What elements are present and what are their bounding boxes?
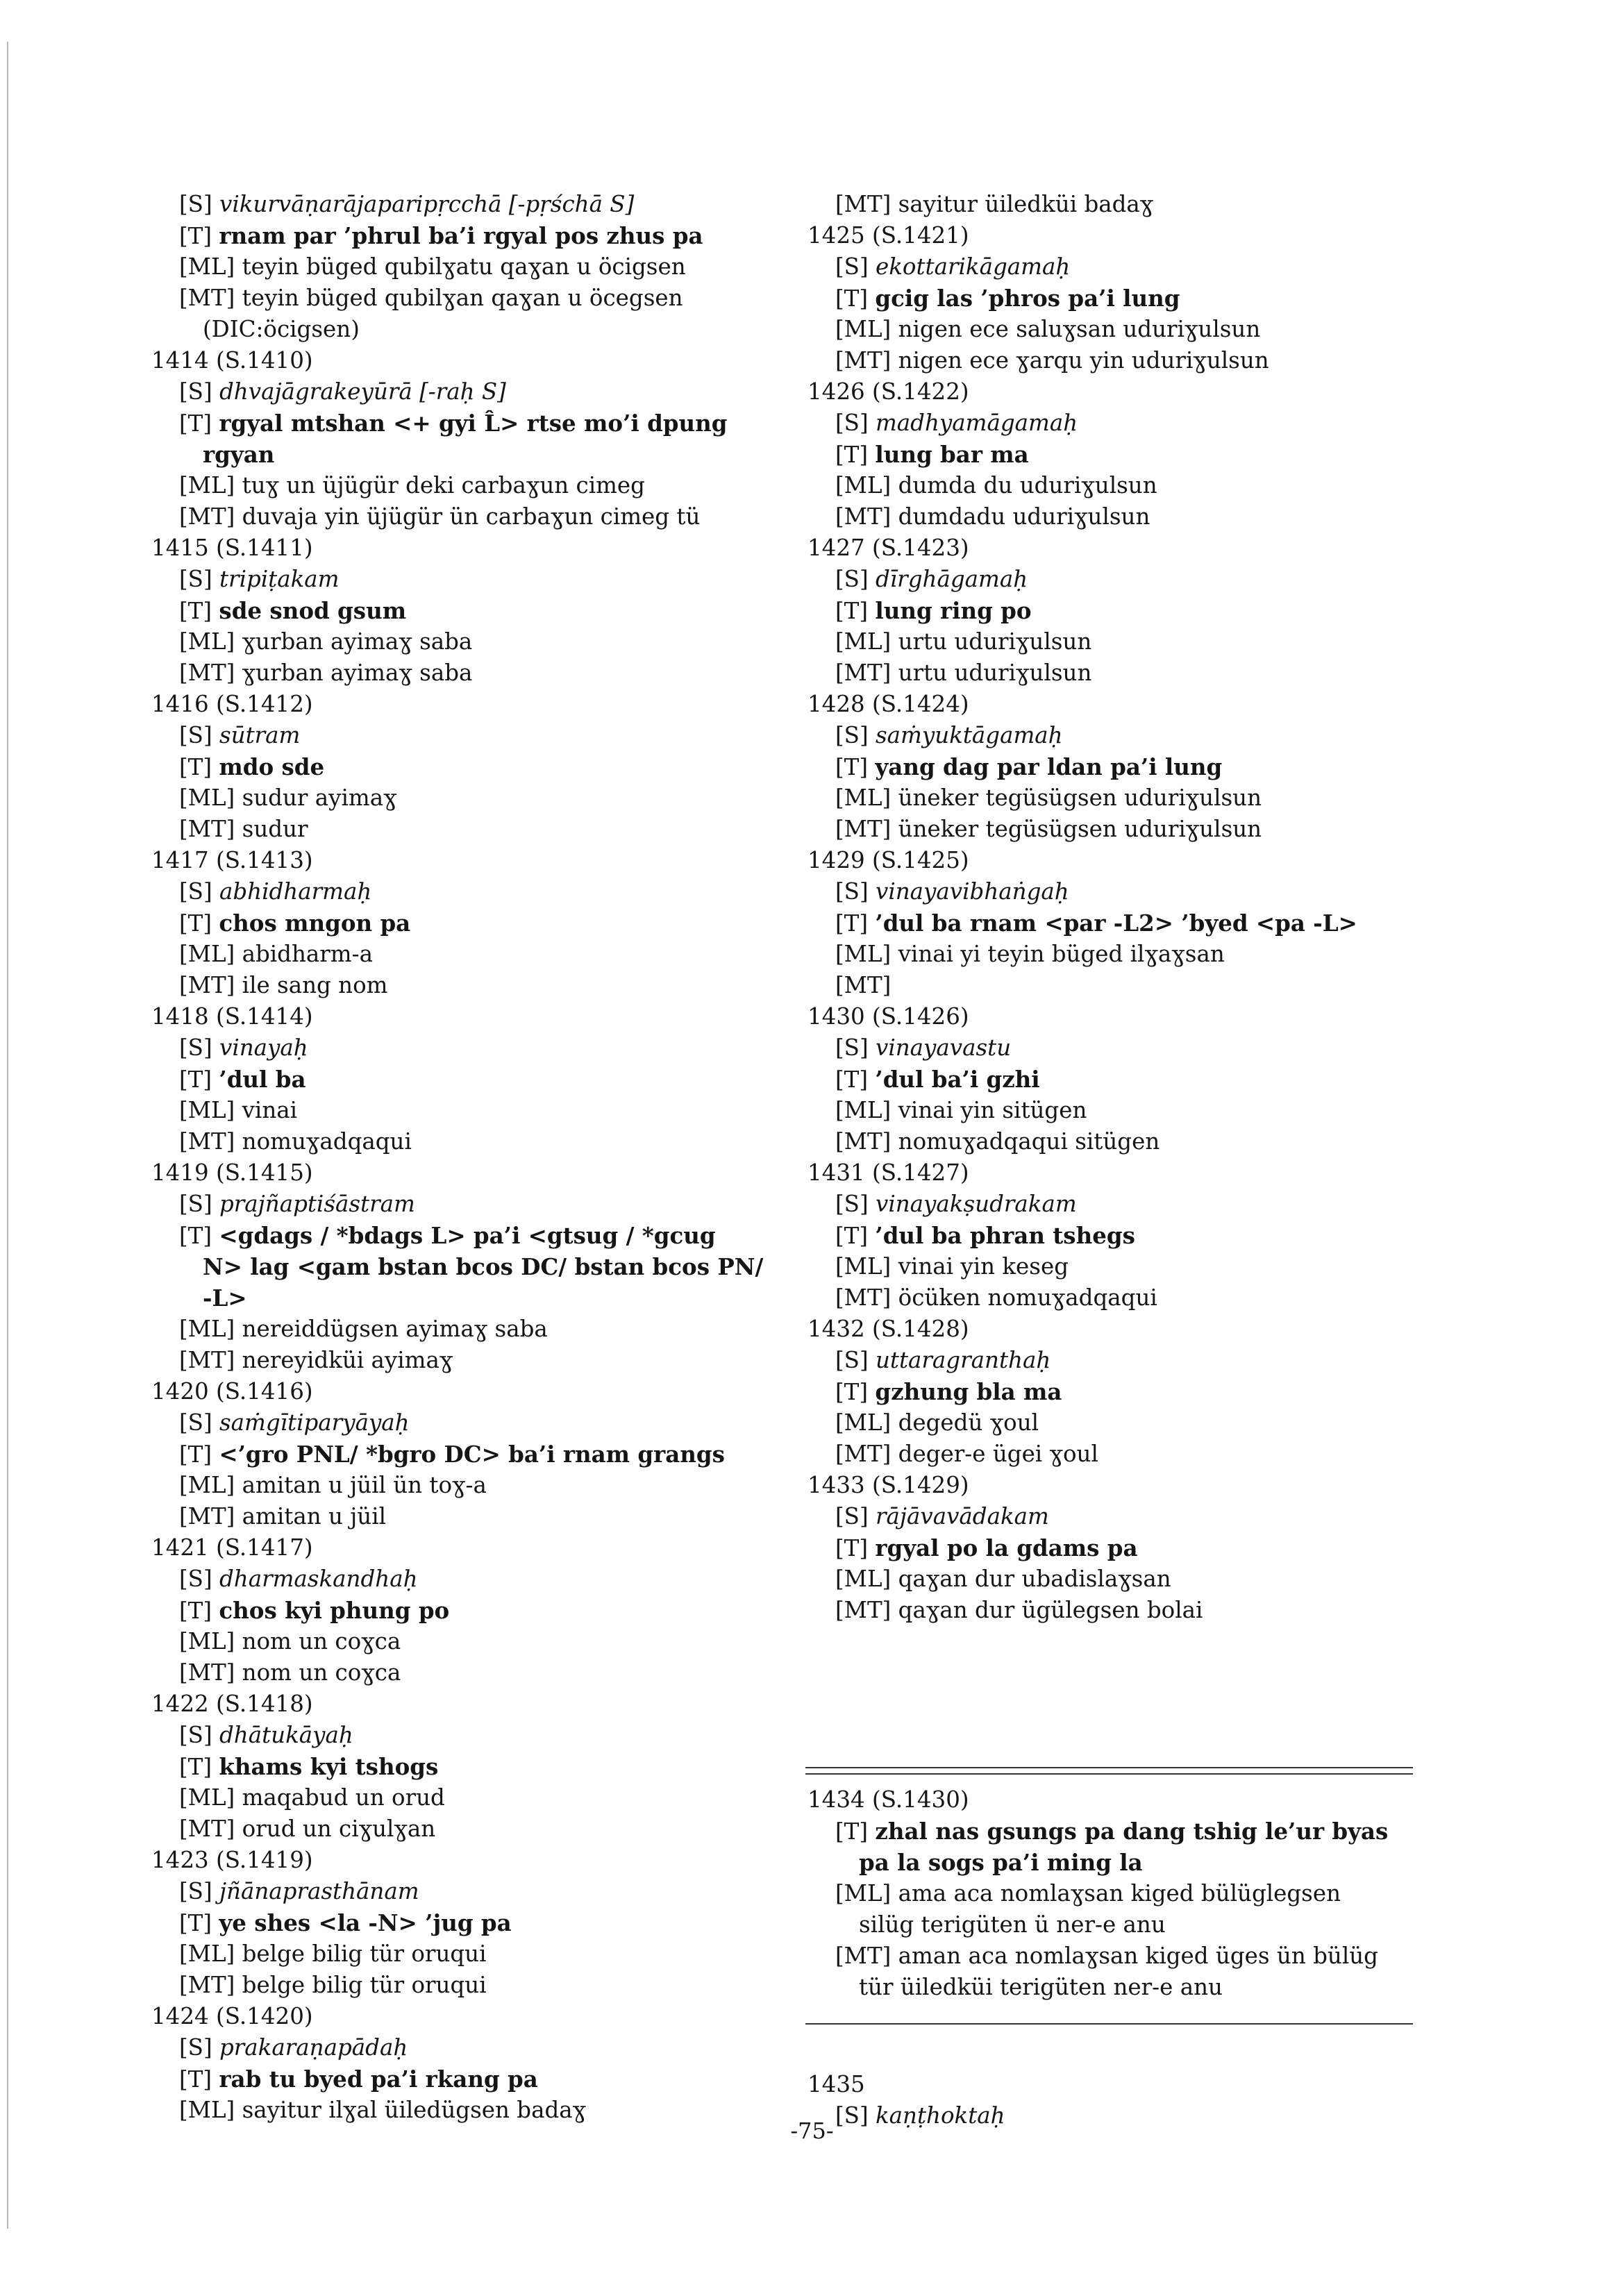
field-tag: [ML] <box>179 1316 235 1342</box>
field-value: saṁgītiparyāyaḥ <box>219 1409 410 1436</box>
entry-number: 1421 (S.1417) <box>151 1534 313 1561</box>
entry-field <box>146 657 771 689</box>
field-tag: [T] <box>835 598 869 624</box>
entry-field <box>802 1816 1441 1847</box>
field-value: rājāvavādakam <box>875 1503 1049 1530</box>
entry-number: 1419 (S.1415) <box>151 1159 313 1186</box>
entry-field <box>802 814 1427 845</box>
field-value: abhidharmaḥ <box>219 878 372 905</box>
field-tag: [ML] <box>179 1941 235 1967</box>
entry-number: 1422 (S.1418) <box>151 1691 313 1717</box>
field-value: vinayaḥ <box>219 1034 308 1061</box>
field-value: <gdags / *bdags L> pa’i <gtsug / *gcug <box>219 1222 716 1249</box>
entry-field <box>146 1345 771 1376</box>
field-tag: [T] <box>179 598 212 624</box>
entry-field <box>146 1189 771 1220</box>
entry-field <box>146 1439 771 1470</box>
field-tag: [S] <box>179 1722 212 1748</box>
entry-continuation: N> lag <gam bstan bcos DC/ bstan bcos PN/ <box>203 1253 764 1280</box>
entry-number: 1432 (S.1428) <box>807 1316 969 1342</box>
field-tag: [T] <box>179 1223 212 1249</box>
field-value: ama aca nomlaɣsan kiged bülüglegsen <box>898 1880 1341 1907</box>
field-value: vinai yi teyin büged ilɣaɣsan <box>898 941 1225 967</box>
entry-number: 1435 <box>807 2071 865 2097</box>
entry-field <box>146 1938 771 1970</box>
entry-field <box>802 1126 1427 1157</box>
field-value: prakaraṇapādaḥ <box>219 2034 408 2061</box>
entry-field <box>802 595 1427 626</box>
field-value: chos mngon pa <box>219 910 411 937</box>
entry-field <box>802 501 1427 533</box>
entry-field <box>146 220 771 251</box>
entry-field <box>146 470 771 501</box>
field-value: vinayakṣudrakam <box>875 1191 1077 1217</box>
field-value: lung bar ma <box>875 441 1029 468</box>
field-tag: [T] <box>179 910 212 937</box>
double-rule-divider <box>805 1767 1413 1775</box>
field-tag: [ML] <box>179 1628 235 1654</box>
entry-field <box>802 189 1427 220</box>
field-tag: [S] <box>179 722 212 748</box>
entry-number: 1414 (S.1410) <box>151 347 313 374</box>
entry-field <box>802 751 1427 782</box>
field-tag: [T] <box>835 1535 869 1561</box>
field-value: dumdadu uduriɣulsun <box>898 503 1150 530</box>
field-tag: [S] <box>835 1034 869 1061</box>
field-tag: [MT] <box>835 660 891 686</box>
entry-field <box>802 1407 1427 1439</box>
entry-field <box>146 1657 771 1689</box>
field-value: qaɣan dur ügülegsen bolai <box>898 1597 1203 1623</box>
field-value: dīrghāgamaḥ <box>875 566 1028 592</box>
entry-number: 1433 (S.1429) <box>807 1472 969 1498</box>
field-value: tuɣ un üjügür deki carbaɣun cimeg <box>242 472 645 498</box>
entry-field <box>146 1970 771 2001</box>
entry-field <box>802 251 1427 283</box>
entry-field <box>802 314 1427 345</box>
entry-field <box>146 1751 771 1782</box>
field-value: rgyal po la gdams pa <box>875 1534 1138 1561</box>
entry-field <box>146 408 771 439</box>
field-tag: [S] <box>835 878 869 905</box>
entry-field <box>802 1251 1427 1282</box>
entry-field <box>802 970 1427 1001</box>
field-value: jñānaprasthānam <box>219 1878 419 1904</box>
field-value: madhyamāgamaḥ <box>875 410 1078 436</box>
field-value: gcig las ’phros pa’i lung <box>875 285 1180 312</box>
field-tag: [MT] <box>835 191 891 217</box>
field-value: tripiṭakam <box>219 566 340 592</box>
entry-field <box>146 907 771 939</box>
field-value: teyin büged qubilɣatu qaɣan u öcigsen <box>242 253 686 280</box>
field-tag: [MT] <box>179 660 235 686</box>
entry-field <box>146 626 771 657</box>
field-tag: [S] <box>179 1409 212 1436</box>
left-column <box>146 189 771 2126</box>
field-tag: [ML] <box>179 1784 235 1811</box>
entry-field <box>146 2032 771 2063</box>
entry-field <box>146 1220 771 1251</box>
entry-field <box>802 1376 1427 1407</box>
entry-continuation: pa la sogs pa’i ming la <box>859 1849 1143 1876</box>
field-tag: [MT] <box>835 1597 891 1623</box>
field-value: maqabud un orud <box>242 1784 445 1811</box>
field-value: nereiddügsen ayimaɣ saba <box>242 1316 548 1342</box>
field-value: belge bilig tür oruqui <box>242 1972 487 1998</box>
field-value: ’dul ba’i gzhi <box>875 1066 1040 1093</box>
entry-field <box>146 1095 771 1126</box>
entry-field <box>146 782 771 814</box>
entry-number: 1427 (S.1423) <box>807 535 969 561</box>
field-tag: [MT] <box>179 1659 235 1686</box>
field-tag: [S] <box>835 722 869 748</box>
entry-field <box>802 720 1427 751</box>
field-tag: [T] <box>835 1379 869 1405</box>
field-tag: [T] <box>179 223 212 249</box>
field-value: ɣurban ayimaɣ saba <box>242 660 473 686</box>
field-tag: [MT] <box>179 816 235 842</box>
field-tag: [ML] <box>835 1097 891 1123</box>
field-value: ile sang nom <box>242 972 388 998</box>
field-tag: [T] <box>835 1066 869 1093</box>
field-tag: [MT] <box>179 1128 235 1155</box>
entry-field <box>146 376 771 408</box>
entry-field <box>146 2063 771 2095</box>
field-tag: [T] <box>179 1910 212 1936</box>
field-value: urtu uduriɣulsun <box>898 628 1092 655</box>
field-tag: [ML] <box>179 1472 235 1498</box>
entry-field <box>146 1595 771 1626</box>
field-value: sudur <box>242 816 308 842</box>
entry-number: 1431 (S.1427) <box>807 1159 969 1186</box>
entry-number: 1428 (S.1424) <box>807 691 969 717</box>
field-value: amitan u jüil ün toɣ-a <box>242 1472 487 1498</box>
entry-field <box>146 970 771 1001</box>
entry-field <box>146 814 771 845</box>
field-value: amitan u jüil <box>242 1503 387 1530</box>
field-value: nom un coɣca <box>242 1628 401 1654</box>
entry-field <box>146 1876 771 1907</box>
field-value: ’dul ba phran tshegs <box>875 1222 1135 1249</box>
field-tag: [S] <box>179 1034 212 1061</box>
field-tag: [MT] <box>179 1972 235 1998</box>
field-value: sayitur ilɣal üiledügsen badaɣ <box>242 2097 587 2123</box>
entry-field <box>146 189 771 220</box>
entry-field <box>802 1941 1441 1972</box>
field-tag: [ML] <box>179 472 235 498</box>
field-tag: [MT] <box>179 1347 235 1373</box>
entry-field <box>146 1032 771 1064</box>
entry-field <box>802 345 1427 376</box>
field-tag: [S] <box>179 566 212 592</box>
field-tag: [ML] <box>179 628 235 655</box>
field-value: ekottarikāgamaḥ <box>875 253 1071 280</box>
field-value: dhātukāyaḥ <box>219 1722 353 1748</box>
field-value: rgyal mtshan <+ gyi L̂> rtse mo’i dpung <box>219 410 728 437</box>
entry-number: 1429 (S.1425) <box>807 847 969 873</box>
entry-field <box>802 1032 1427 1064</box>
field-tag: [ML] <box>835 1253 891 1280</box>
entry-field <box>146 1564 771 1595</box>
entry-field <box>802 1532 1427 1564</box>
field-value: üneker tegüsügsen uduriɣulsun <box>898 785 1262 811</box>
field-tag: [T] <box>835 285 869 312</box>
field-value: nigen ece saluɣsan uduriɣulsun <box>898 316 1261 342</box>
entry-field <box>802 1595 1427 1626</box>
field-value: saṁyuktāgamaḥ <box>875 722 1063 748</box>
field-tag: [ML] <box>835 1409 891 1436</box>
entry-number: 1434 (S.1430) <box>807 1786 969 1813</box>
field-tag: [MT] <box>179 1816 235 1842</box>
entry-1434 <box>802 1784 1441 2003</box>
field-tag: [MT] <box>835 972 891 998</box>
field-value: rnam par ’phrul ba’i rgyal pos zhus pa <box>219 222 703 249</box>
field-value: vinayavastu <box>875 1034 1012 1061</box>
entry-field <box>802 1501 1427 1532</box>
field-value: qaɣan dur ubadislaɣsan <box>898 1566 1171 1592</box>
entry-field <box>802 470 1427 501</box>
field-tag: [MT] <box>179 503 235 530</box>
field-tag: [MT] <box>179 972 235 998</box>
field-tag: [ML] <box>179 2097 235 2123</box>
entry-field <box>146 251 771 283</box>
field-tag: [T] <box>179 1754 212 1780</box>
entry-field <box>802 907 1427 939</box>
field-tag: [ML] <box>179 941 235 967</box>
field-tag: [MT] <box>835 347 891 374</box>
field-tag: [MT] <box>835 503 891 530</box>
field-tag: [ML] <box>835 941 891 967</box>
entry-field <box>802 657 1427 689</box>
field-tag: [MT] <box>835 1128 891 1155</box>
right-column <box>802 189 1427 1626</box>
field-tag: [MT] <box>835 1284 891 1311</box>
field-value: abidharm-a <box>242 941 373 967</box>
field-value: <’gro PNL/ *bgro DC> ba’i rnam grangs <box>219 1441 725 1468</box>
entry-field <box>146 1782 771 1813</box>
entry-field <box>146 1126 771 1157</box>
entry-number: 1424 (S.1420) <box>151 2003 313 2029</box>
entry-field <box>146 1314 771 1345</box>
field-tag: [MT] <box>179 1503 235 1530</box>
field-value: degedü ɣoul <box>898 1409 1039 1436</box>
entry-continuation: tür üiledküi terigüten ner-e anu <box>859 1974 1223 2000</box>
field-value: nigen ece ɣarqu yin uduriɣulsun <box>898 347 1269 374</box>
field-value: nereyidküi ayimaɣ <box>242 1347 453 1373</box>
field-value: dumda du uduriɣulsun <box>898 472 1157 498</box>
field-tag: [ML] <box>179 1097 235 1123</box>
field-value: lung ring po <box>875 597 1032 624</box>
entry-field <box>802 564 1427 595</box>
field-tag: [T] <box>179 410 212 437</box>
field-tag: [T] <box>835 754 869 780</box>
field-tag: [ML] <box>835 472 891 498</box>
field-value: orud un ciɣulɣan <box>242 1816 436 1842</box>
entry-number: 1417 (S.1413) <box>151 847 313 873</box>
entry-field <box>802 939 1427 970</box>
field-value: deger-e ügei ɣoul <box>898 1441 1098 1467</box>
field-tag: [T] <box>835 442 869 468</box>
field-value: vikurvāṇarājaparipṛcchā [-pṛśchā S] <box>219 191 635 217</box>
entry-continuation: rgyan <box>203 441 275 468</box>
entry-continuation: -L> <box>203 1284 247 1312</box>
entry-field <box>802 1878 1441 1909</box>
field-tag: [T] <box>835 1818 869 1845</box>
field-value: uttaragranthaḥ <box>875 1347 1051 1373</box>
field-value: öcüken nomuɣadqaqui <box>898 1284 1157 1311</box>
entry-number: 1426 (S.1422) <box>807 378 969 405</box>
field-value: ’dul ba rnam <par -L2> ’byed <pa -L> <box>875 910 1357 937</box>
field-value: rab tu byed pa’i rkang pa <box>219 2065 538 2093</box>
entry-field <box>802 876 1427 907</box>
field-tag: [ML] <box>835 1566 891 1592</box>
field-value: ’dul ba <box>219 1066 306 1093</box>
entry-field <box>802 1439 1427 1470</box>
entry-field <box>146 1470 771 1501</box>
entry-field <box>802 1064 1427 1095</box>
entry-field <box>802 439 1427 470</box>
entry-field <box>146 1501 771 1532</box>
entry-field <box>802 626 1427 657</box>
field-tag: [S] <box>835 2102 869 2129</box>
field-value: nomuɣadqaqui sitügen <box>898 1128 1160 1155</box>
field-value: üneker tegüsügsen uduriɣulsun <box>898 816 1262 842</box>
field-value: vinayavibhaṅgaḥ <box>875 878 1069 905</box>
field-tag: [S] <box>835 253 869 280</box>
entry-continuation: (DIC:öcigsen) <box>203 316 360 342</box>
field-value: vinai <box>242 1097 298 1123</box>
field-value: vinai yin keseg <box>898 1253 1069 1280</box>
field-value: sde snod gsum <box>219 597 407 624</box>
entry-field <box>802 1095 1427 1126</box>
entry-number: 1423 (S.1419) <box>151 1847 313 1873</box>
field-tag: [S] <box>179 378 212 405</box>
entry-field <box>146 595 771 626</box>
scan-edge <box>7 42 8 2229</box>
field-value: chos kyi phung po <box>219 1597 450 1624</box>
entry-field <box>146 1907 771 1938</box>
field-value: aman aca nomlaɣsan kiged üges ün bülüg <box>898 1943 1378 1969</box>
entry-field <box>146 283 771 314</box>
field-tag: [MT] <box>179 285 235 311</box>
field-tag: [S] <box>179 1566 212 1592</box>
field-tag: [S] <box>835 1503 869 1530</box>
field-tag: [T] <box>179 1441 212 1468</box>
field-value: mdo sde <box>219 753 325 780</box>
field-tag: [S] <box>179 2034 212 2061</box>
field-tag: [MT] <box>835 1441 891 1467</box>
field-value: prajñaptiśāstram <box>219 1191 415 1217</box>
field-value: urtu uduriɣulsun <box>898 660 1092 686</box>
field-value: sūtram <box>219 722 301 748</box>
field-value: sudur ayimaɣ <box>242 785 397 811</box>
field-tag: [S] <box>835 1347 869 1373</box>
field-value: belge bilig tür oruqui <box>242 1941 487 1967</box>
field-value: ye shes <la -N> ’jug pa <box>219 1909 512 1936</box>
field-value: vinai yin sitügen <box>898 1097 1087 1123</box>
entry-field <box>146 1064 771 1095</box>
entry-number: 1418 (S.1414) <box>151 1003 313 1030</box>
entry-number: 1416 (S.1412) <box>151 691 313 717</box>
field-tag: [S] <box>179 191 212 217</box>
entry-field <box>802 782 1427 814</box>
entry-field <box>146 1626 771 1657</box>
field-value: sayitur üiledküi badaɣ <box>898 191 1154 217</box>
field-tag: [S] <box>835 566 869 592</box>
field-tag: [T] <box>179 1066 212 1093</box>
page-number: -75- <box>790 2118 834 2144</box>
entry-field <box>802 1189 1427 1220</box>
entry-field <box>802 1564 1427 1595</box>
entry-field <box>146 1407 771 1439</box>
field-tag: [ML] <box>835 785 891 811</box>
entry-field <box>146 501 771 533</box>
field-tag: [ML] <box>179 785 235 811</box>
field-tag: [S] <box>835 1191 869 1217</box>
field-value: nomuɣadqaqui <box>242 1128 412 1155</box>
entry-number: 1430 (S.1426) <box>807 1003 969 1030</box>
field-value: teyin büged qubilɣan qaɣan u öcegsen <box>242 285 683 311</box>
field-tag: [T] <box>179 2066 212 2093</box>
field-value: dharmaskandhaḥ <box>219 1566 418 1592</box>
entry-number: 1420 (S.1416) <box>151 1378 313 1405</box>
entry-field <box>146 939 771 970</box>
field-value: duvaja yin üjügür ün carbaɣun cimeg tü <box>242 503 701 530</box>
field-value: khams kyi tshogs <box>219 1753 439 1780</box>
entry-number: 1415 (S.1411) <box>151 535 313 561</box>
field-value: ɣurban ayimaɣ saba <box>242 628 473 655</box>
field-value: nom un coɣca <box>242 1659 401 1686</box>
entry-number: 1425 (S.1421) <box>807 222 969 249</box>
entry-field <box>146 876 771 907</box>
entry-field <box>146 564 771 595</box>
field-value: zhal nas gsungs pa dang tshig le’ur byas <box>875 1818 1389 1845</box>
field-tag: [T] <box>835 910 869 937</box>
field-value: kaṇṭhoktaḥ <box>875 2102 1005 2129</box>
field-value: yang dag par ldan pa’i lung <box>875 753 1223 780</box>
field-tag: [MT] <box>835 1943 891 1969</box>
field-tag: [ML] <box>179 253 235 280</box>
field-tag: [ML] <box>835 1880 891 1907</box>
field-tag: [S] <box>179 1878 212 1904</box>
rule-divider <box>805 2023 1413 2025</box>
entry-field <box>802 1282 1427 1314</box>
field-value: dhvajāgrakeyūrā [-raḥ S] <box>219 378 506 405</box>
field-value: gzhung bla ma <box>875 1378 1062 1405</box>
entry-continuation: silüg terigüten ü ner-e anu <box>859 1911 1166 1938</box>
field-tag: [T] <box>835 1223 869 1249</box>
entry-field <box>802 408 1427 439</box>
field-tag: [ML] <box>835 628 891 655</box>
entry-field <box>146 1813 771 1845</box>
entry-field <box>802 1220 1427 1251</box>
field-tag: [S] <box>179 1191 212 1217</box>
field-tag: [T] <box>179 754 212 780</box>
field-tag: [S] <box>835 410 869 436</box>
entry-field <box>802 283 1427 314</box>
field-tag: [ML] <box>835 316 891 342</box>
field-tag: [S] <box>179 878 212 905</box>
field-tag: [MT] <box>835 816 891 842</box>
entry-field <box>802 1345 1427 1376</box>
entry-field <box>146 720 771 751</box>
entry-field <box>146 1720 771 1751</box>
entry-field <box>146 751 771 782</box>
field-tag: [T] <box>179 1598 212 1624</box>
